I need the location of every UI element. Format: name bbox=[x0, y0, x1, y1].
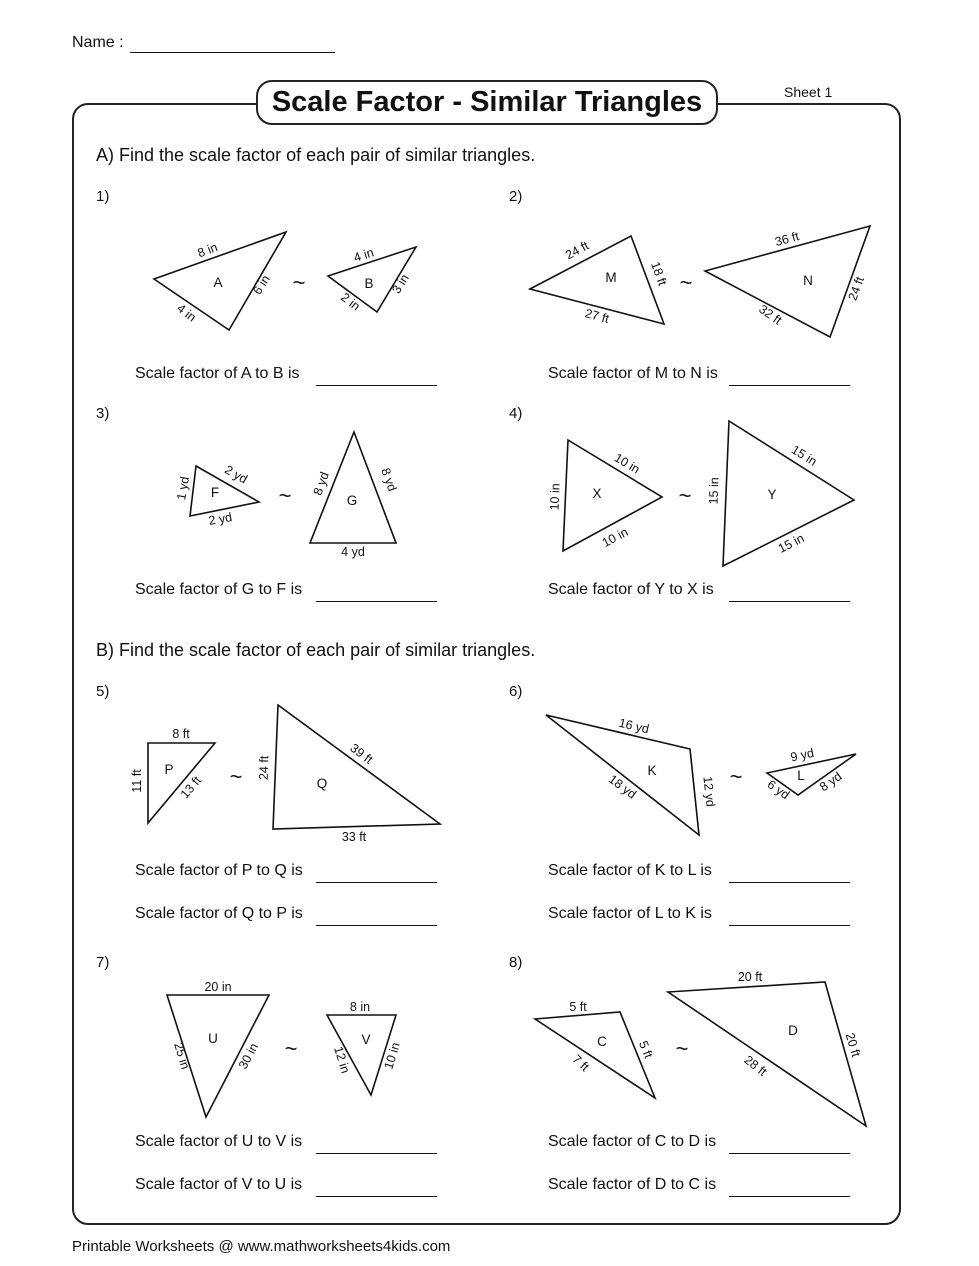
sheet-number: Sheet 1 bbox=[784, 84, 833, 100]
name-L: L bbox=[797, 768, 805, 783]
name-Q: Q bbox=[316, 776, 328, 791]
question-5b: Scale factor of Q to P is bbox=[135, 905, 303, 922]
side-D-right: 20 ft bbox=[842, 1031, 864, 1059]
side-F-bottom: 2 yd bbox=[207, 510, 234, 529]
side-U-right: 30 in bbox=[235, 1040, 262, 1072]
name-N: N bbox=[803, 273, 813, 288]
side-A-top: 8 in bbox=[195, 240, 220, 261]
question-5a: Scale factor of P to Q is bbox=[135, 862, 303, 879]
question-4: Scale factor of Y to X is bbox=[548, 581, 714, 598]
similar-symbol-8: ~ bbox=[675, 1036, 689, 1061]
side-Q-left: 24 ft bbox=[256, 755, 272, 781]
name-K: K bbox=[647, 763, 657, 778]
side-Y-bottom: 15 in bbox=[775, 531, 807, 556]
side-Q-bottom: 33 ft bbox=[341, 830, 367, 844]
side-L-left: 6 yd bbox=[764, 777, 792, 803]
question-6a: Scale factor of K to L is bbox=[548, 862, 712, 879]
name-A: A bbox=[213, 275, 223, 290]
name-F: F bbox=[210, 485, 220, 500]
name-D: D bbox=[788, 1023, 798, 1038]
side-B-bottom: 2 in bbox=[338, 290, 363, 314]
side-Y-left: 15 in bbox=[706, 477, 722, 505]
side-P-left: 11 ft bbox=[130, 769, 144, 793]
side-C-right: 5 ft bbox=[635, 1038, 656, 1061]
side-L-right: 8 yd bbox=[817, 769, 845, 795]
name-G: G bbox=[346, 493, 358, 508]
side-C-top: 5 ft bbox=[569, 1000, 587, 1014]
side-B-right: 3 in bbox=[389, 271, 412, 297]
similar-symbol-2: ~ bbox=[679, 270, 693, 295]
side-X-left: 10 in bbox=[547, 483, 563, 511]
footer-credit: Printable Worksheets @ www.mathworksheets4kids.com bbox=[72, 1238, 451, 1255]
problem-3-number: 3) bbox=[96, 405, 110, 422]
side-Y-top: 15 in bbox=[788, 442, 820, 469]
problem-2-number: 2) bbox=[509, 188, 523, 205]
question-1: Scale factor of A to B is bbox=[135, 365, 300, 382]
triangle-P bbox=[148, 743, 215, 823]
similar-symbol-4: ~ bbox=[678, 483, 692, 508]
page-title: Scale Factor - Similar Triangles bbox=[256, 80, 718, 125]
side-X-bottom: 10 in bbox=[599, 524, 631, 551]
question-8a: Scale factor of C to D is bbox=[548, 1133, 717, 1150]
side-P-hyp: 13 ft bbox=[177, 773, 205, 802]
side-N-bottom: 32 ft bbox=[756, 302, 785, 328]
side-C-bottom: 7 ft bbox=[569, 1052, 592, 1075]
section-b-heading: B) Find the scale factor of each pair of similar triangles. bbox=[96, 640, 536, 660]
side-Q-hyp: 39 ft bbox=[347, 740, 376, 767]
side-G-left: 8 yd bbox=[310, 470, 332, 498]
triangle-C bbox=[535, 1012, 655, 1098]
side-B-top: 4 in bbox=[352, 245, 376, 265]
side-V-top: 8 in bbox=[349, 1000, 371, 1014]
problem-4-number: 4) bbox=[509, 405, 523, 422]
problem-5-number: 5) bbox=[96, 683, 110, 700]
side-X-top: 10 in bbox=[611, 450, 643, 477]
question-6b: Scale factor of L to K is bbox=[548, 905, 712, 922]
side-G-right: 8 yd bbox=[378, 466, 400, 494]
side-L-top: 9 yd bbox=[789, 745, 816, 765]
problem-6-number: 6) bbox=[509, 683, 523, 700]
name-U: U bbox=[208, 1031, 218, 1046]
name-C: C bbox=[597, 1034, 607, 1049]
side-V-left: 12 in bbox=[331, 1044, 353, 1075]
name-M: M bbox=[605, 270, 617, 285]
problem-8-number: 8) bbox=[509, 954, 523, 971]
problem-7-number: 7) bbox=[96, 954, 110, 971]
side-P-top: 8 ft bbox=[172, 727, 190, 741]
similar-symbol-7: ~ bbox=[284, 1036, 298, 1061]
question-7b: Scale factor of V to U is bbox=[135, 1176, 303, 1193]
side-K-right: 12 yd bbox=[700, 775, 718, 808]
triangle-Q bbox=[273, 705, 440, 829]
side-A-bottom: 4 in bbox=[174, 301, 199, 325]
question-2: Scale factor of M to N is bbox=[548, 365, 718, 382]
similar-symbol-6: ~ bbox=[729, 764, 743, 789]
side-U-top: 20 in bbox=[204, 980, 232, 994]
question-7a: Scale factor of U to V is bbox=[135, 1133, 303, 1150]
side-K-top: 16 yd bbox=[617, 715, 651, 737]
name-Y: Y bbox=[767, 487, 777, 502]
side-F-left: 1 yd bbox=[174, 475, 193, 502]
question-8b: Scale factor of D to C is bbox=[548, 1176, 717, 1193]
side-F-top: 2 yd bbox=[222, 462, 250, 487]
name-label: Name : bbox=[72, 34, 124, 51]
section-a-heading: A) Find the scale factor of each pair of similar triangles. bbox=[96, 145, 536, 165]
problem-1-number: 1) bbox=[96, 188, 110, 205]
name-P: P bbox=[164, 762, 174, 777]
name-X: X bbox=[592, 486, 602, 501]
side-V-right: 10 in bbox=[381, 1040, 403, 1071]
triangle-K bbox=[546, 715, 699, 835]
similar-symbol-5: ~ bbox=[229, 764, 243, 789]
similar-symbol-3: ~ bbox=[278, 483, 292, 508]
side-G-bottom: 4 yd bbox=[341, 545, 365, 559]
side-K-bottom: 18 yd bbox=[605, 772, 639, 802]
side-N-top: 36 ft bbox=[773, 229, 801, 250]
side-D-bottom: 28 ft bbox=[741, 1052, 770, 1079]
side-M-right: 18 ft bbox=[648, 259, 670, 288]
question-3: Scale factor of G to F is bbox=[135, 581, 303, 598]
name-V: V bbox=[361, 1032, 371, 1047]
side-M-bottom: 27 ft bbox=[583, 306, 611, 327]
similar-symbol-1: ~ bbox=[292, 270, 306, 295]
side-M-left: 24 ft bbox=[563, 238, 592, 263]
side-U-left: 25 in bbox=[171, 1040, 193, 1071]
side-A-right: 6 in bbox=[250, 272, 273, 298]
side-D-top: 20 ft bbox=[737, 970, 763, 984]
name-B: B bbox=[364, 276, 374, 291]
side-N-right: 24 ft bbox=[845, 274, 867, 303]
triangle-D bbox=[668, 982, 866, 1126]
